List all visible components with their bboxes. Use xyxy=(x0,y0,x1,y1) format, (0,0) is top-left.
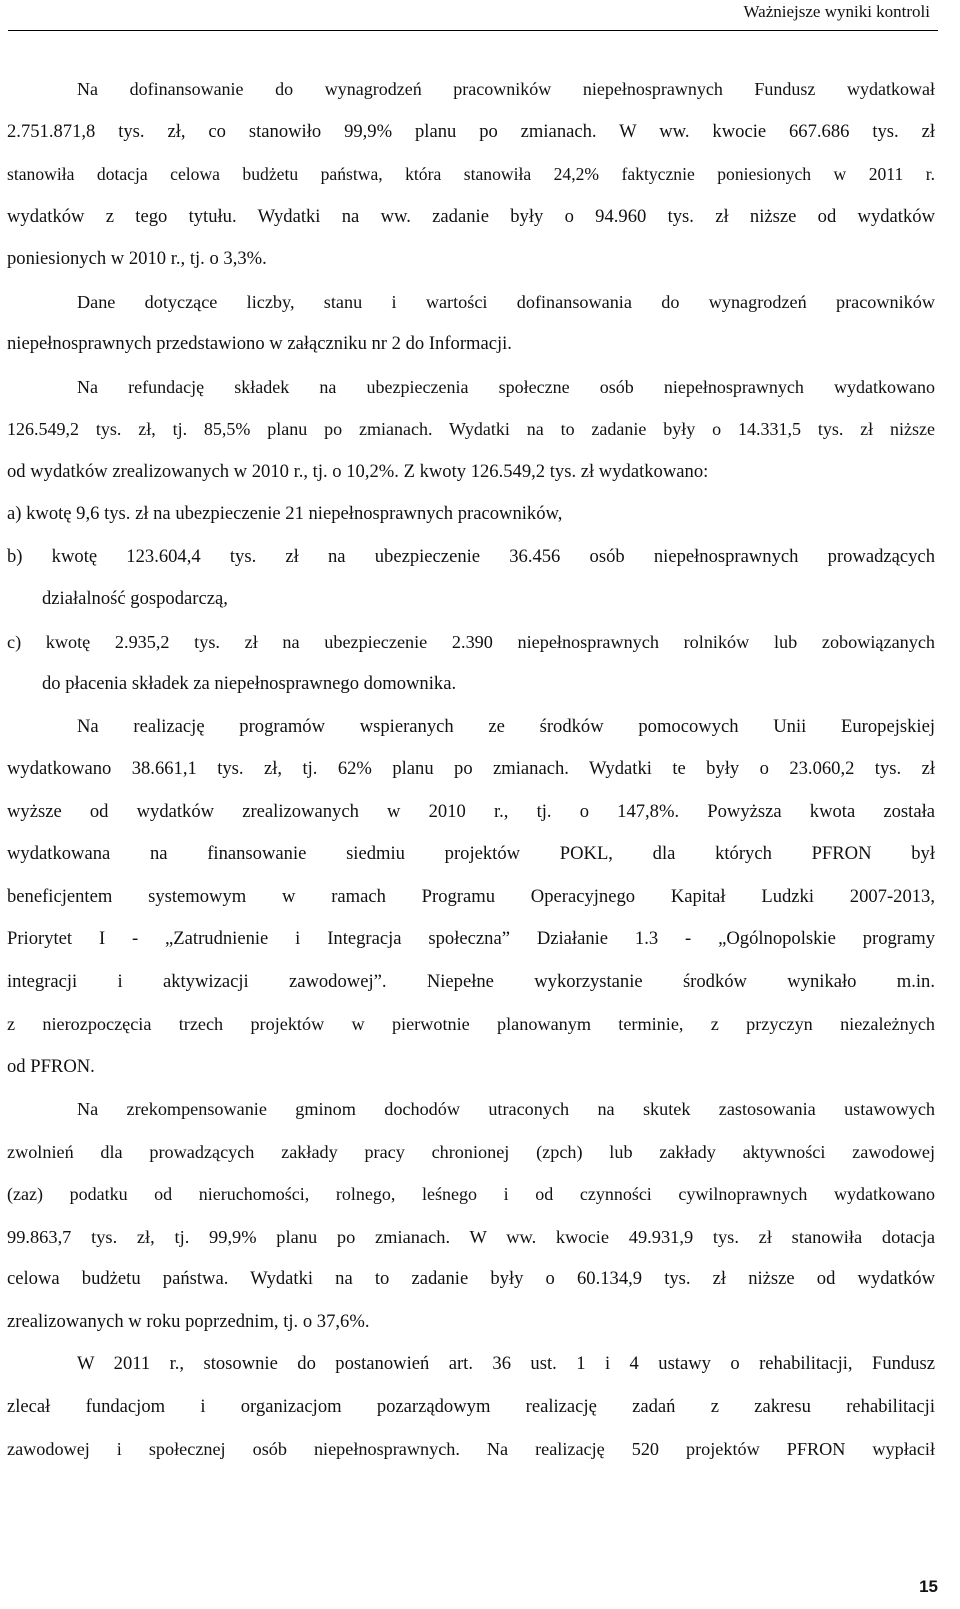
list-item-c-continued: do płacenia składek za niepełnosprawnego domownika. xyxy=(42,673,457,694)
text-line: 126.549,2 tys. zł, tj. 85,5% planu po zmianach. Wydatki na to zadanie były o 14.331,5 tys. zł niższe xyxy=(7,419,935,439)
text-line: zlecał fundacjom i organizacjom pozarządowym realizację zadań z zakresu rehabilitacji xyxy=(7,1395,935,1417)
text-line: Na dofinansowanie do wynagrodzeń pracowników niepełnosprawnych Fundusz wydatkował xyxy=(77,79,935,99)
text-line: od wydatków zrealizowanych w 2010 r., tj. o 10,2%. Z kwoty 126.549,2 tys. zł wydatkowano: xyxy=(7,460,709,482)
text-line: zwolnień dla prowadzących zakłady pracy chronionej (zpch) lub zakłady aktywności zawodowej xyxy=(7,1141,935,1162)
text-line: wyższe od wydatków zrealizowanych w 2010 r., tj. o 147,8%. Powyższa kwota została xyxy=(7,800,935,822)
list-item-c: c) kwotę 2.935,2 tys. zł na ubezpieczenie 2.390 niepełnosprawnych rolników lub zobowiązanych xyxy=(7,631,935,652)
text-line: beneficjentem systemowym w ramach Programu Operacyjnego Kapitał Ludzki 2007-2013, xyxy=(7,885,935,907)
text-line: 99.863,7 tys. zł, tj. 99,9% planu po zmianach. W ww. kwocie 49.931,9 tys. zł stanowiła dotacja xyxy=(7,1226,935,1247)
document-body xyxy=(7,68,935,1471)
text-line: stanowiła dotacja celowa budżetu państwa, która stanowiła 24,2% faktycznie poniesionych w 2011 r. xyxy=(7,164,935,184)
text-line: wydatkowano 38.661,1 tys. zł, tj. 62% planu po zmianach. Wydatki te były o 23.060,2 tys. zł xyxy=(7,758,935,779)
text-line: zrealizowanych w roku poprzednim, tj. o 37,6%. xyxy=(7,1310,370,1332)
text-line: wydatkowana na finansowanie siedmiu projektów POKL, dla których PFRON był xyxy=(7,843,935,864)
text-line: Priorytet I - „Zatrudnienie i Integracja społeczna” Działanie 1.3 - „Ogólnopolskie programy xyxy=(7,928,935,949)
list-item-a: a) kwotę 9,6 tys. zł na ubezpieczenie 21 niepełnosprawnych pracowników, xyxy=(7,503,563,524)
list-item-b: b) kwotę 123.604,4 tys. zł na ubezpieczenie 36.456 osób niepełnosprawnych prowadzących xyxy=(7,545,935,567)
text-line: 2.751.871,8 tys. zł, co stanowiło 99,9% planu po zmianach. W ww. kwocie 667.686 tys. zł xyxy=(7,120,935,142)
text-line: Na refundację składek na ubezpieczenia społeczne osób niepełnosprawnych wydatkowano xyxy=(77,376,935,397)
text-line: celowa budżetu państwa. Wydatki na to zadanie były o 60.134,9 tys. zł niższe od wydatków xyxy=(7,1268,935,1289)
page-number: 15 xyxy=(919,1577,938,1596)
running-header: Ważniejsze wyniki kontroli xyxy=(743,2,930,21)
list-item-b-continued: działalność gospodarczą, xyxy=(42,588,228,609)
text-line: poniesionych w 2010 r., tj. o 3,3%. xyxy=(7,248,267,269)
text-line: niepełnosprawnych przedstawiono w załączniku nr 2 do Informacji. xyxy=(7,333,512,354)
text-line: Na zrekompensowanie gminom dochodów utraconych na skutek zastosowania ustawowych xyxy=(77,1099,935,1119)
text-line: wydatków z tego tytułu. Wydatki na ww. zadanie były o 94.960 tys. zł niższe od wydatków xyxy=(7,205,935,227)
text-line: Dane dotyczące liczby, stanu i wartości dofinansowania do wynagrodzeń pracowników xyxy=(77,291,935,312)
text-line: integracji i aktywizacji zawodowej”. Niepełne wykorzystanie środków wynikało m.in. xyxy=(7,970,935,992)
text-line: z nierozpoczęcia trzech projektów w pierwotnie planowanym terminie, z przyczyn niezależnych xyxy=(7,1014,935,1034)
text-line: (zaz) podatku od nieruchomości, rolnego, leśnego i od czynności cywilnoprawnych wydatkowano xyxy=(7,1184,935,1204)
text-line: W 2011 r., stosownie do postanowień art. 36 ust. 1 i 4 ustawy o rehabilitacji, Fundusz xyxy=(77,1353,935,1374)
text-line: Na realizację programów wspieranych ze środków pomocowych Unii Europejskiej xyxy=(77,715,935,737)
header-rule xyxy=(8,30,938,31)
text-line: zawodowej i społecznej osób niepełnosprawnych. Na realizację 520 projektów PFRON wypłacił xyxy=(7,1439,935,1459)
text-line: od PFRON. xyxy=(7,1055,95,1077)
